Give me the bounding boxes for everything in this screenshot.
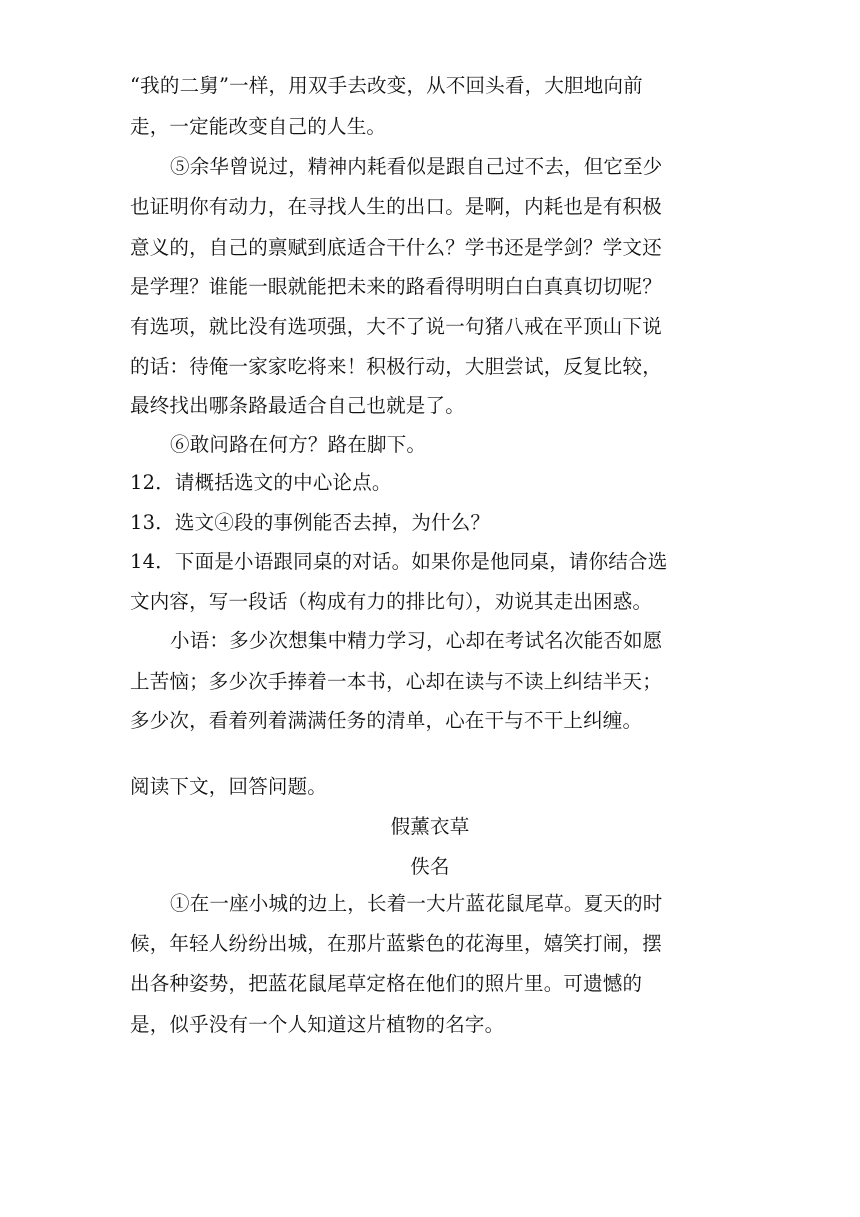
question-12: 12．请概括选文的中心论点。 [130, 471, 392, 494]
article-paragraph-1-line-3: 出各种姿势，把蓝花鼠尾草定格在他们的照片里。可遗憾的 [130, 972, 643, 995]
paragraph-5-line-4: 是学理？谁能一眼就能把未来的路看得明明白白真真切切呢？ [130, 275, 662, 298]
essay-end-line-2: 走，一定能改变自己的人生。 [130, 115, 387, 138]
article-paragraph-1-line-1: ①在一座小城的边上，长着一大片蓝花鼠尾草。夏天的时 [170, 892, 663, 915]
essay-end-line-1: “我的二舅”一样，用双手去改变，从不回头看，大胆地向前 [130, 74, 643, 97]
paragraph-5-line-3: 意义的，自己的禀赋到底适合干什么？学书还是学剑？学文还 [130, 236, 662, 259]
article-title: 假薰衣草 [390, 815, 470, 838]
question-14-line-1: 14．下面是小语跟同桌的对话。如果你是他同桌，请你结合选 [130, 550, 668, 573]
xiaoyu-quote-line-1: 小语：多少次想集中精力学习，心却在考试名次能否如愿 [170, 629, 663, 652]
paragraph-5-line-5: 有选项，就比没有选项强，大不了说一句猪八戒在平顶山下说 [130, 315, 662, 338]
question-14-line-2: 文内容，写一段话（构成有力的排比句），劝说其走出困惑。 [130, 590, 653, 613]
paragraph-6: ⑥敢问路在何方？路在脚下。 [170, 433, 427, 456]
article-paragraph-1-line-2: 候，年轻人纷纷出城，在那片蓝紫色的花海里，嬉笑打闹，摆 [130, 932, 662, 955]
xiaoyu-quote-line-2: 上苦恼；多少次手捧着一本书，心却在读与不读上纠结半天； [130, 670, 662, 693]
article-paragraph-1-line-4: 是，似乎没有一个人知道这片植物的名字。 [130, 1013, 505, 1036]
question-13: 13．选文④段的事例能否去掉，为什么？ [130, 511, 491, 534]
paragraph-5-line-7: 最终找出哪条路最适合自己也就是了。 [130, 394, 465, 417]
paragraph-5-line-2: 也证明你有动力，在寻找人生的出口。是啊，内耗也是有积极 [130, 195, 662, 218]
paragraph-5-line-6: 的话：待俺一家家吃将来！积极行动，大胆尝试，反复比较， [130, 355, 662, 378]
xiaoyu-quote-line-3: 多少次，看着列着满满任务的清单，心在干与不干上纠缠。 [130, 709, 643, 732]
article-author: 佚名 [410, 855, 450, 878]
paragraph-5-line-1: ⑤余华曾说过，精神内耗看似是跟自己过不去，但它至少 [170, 155, 663, 178]
reading-prompt: 阅读下文，回答问题。 [130, 775, 328, 798]
